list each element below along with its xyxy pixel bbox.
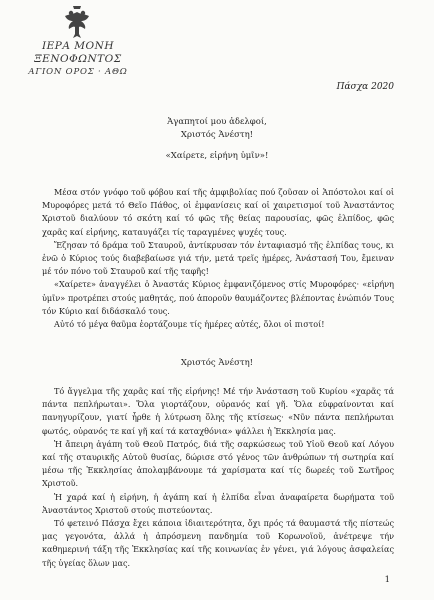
body-section-2: [42, 385, 394, 570]
paragraph: Μέσα στόν γνόφο τοῦ φόβου καί τῆς ἀμφιβολίας πού ζοῦσαν οἱ Ἀπόστολοι καί οἱ Μυροφόρες μετά τό Θεῖο Πάθος, οἱ ἐμφανίσεις καί οἱ χαιρετισμοί τοῦ Ἀναστάντος Χριστοῦ διαλύουν τό σκότη καί τό φῶς τῆς θείας παρουσίας, φῶς ἐλπίδος, φῶς χαρᾶς καί εἰρήνης, καταυγάζει τίς ταραγμένες ψυχές τους.: [42, 187, 394, 237]
paragraph: Ἡ ἄπειρη ἀγάπη τοῦ Θεοῦ Πατρός, διά τῆς σαρκώσεως τοῦ Υἱοῦ Θεοῦ καί Λόγου καί τῆς σταυρικῆς Αὐτοῦ θυσίας, δώρισε στό γένος τῶν ἀνθρώπων τή σωτηρία καί μέσω τῆς Ἐκκλησίας ἀπολαμβάνουμε τά χαρίσματα καί τίς δωρεές τοῦ Σωτῆρος Χριστοῦ.: [42, 438, 394, 489]
double-headed-eagle-icon: [63, 4, 91, 40]
paragraph: Τό ἄγγελμα τῆς χαρᾶς καί τῆς εἰρήνης! Μέ τήν Ἀνάσταση τοῦ Κυρίου «χαρᾶς τά πάντα πεπλήρωται». Ὅλα γιορτάζουν, οὐρανός καί γῆ. Ὅλα εὐφραίνονται καί πανηγυρίζουν, γιατί ἦρθε ἡ λύτρωση ὅλης τῆς κτίσεως· «Νῦν πάντα πεπλήρωται φωτός, οὐρανός τε καί γῆ καί τά καταχθόνια» ψάλλει ἡ Ἐκκλησία μας.: [42, 386, 394, 436]
section-heading: Χριστός Ἀνέστη!: [180, 358, 254, 368]
page-number: 1: [384, 575, 390, 585]
paragraph: Ἡ χαρά καί ἡ εἰρήνη, ἡ ἀγάπη καί ἡ ἐλπίδα εἶναι ἀναφαίρετα δωρήματα τοῦ Ἀναστάντος Χριστοῦ στούς πιστεύοντας.: [42, 491, 394, 515]
letterhead-title: ΙΕΡΑ ΜΟΝΗ ΞΕΝΟΦΩΝΤΟΣ: [34, 40, 122, 65]
letter-date: Πάσχα 2020: [336, 82, 394, 92]
salutation: Ἀγαπητοί μου ἀδελφοί,: [167, 117, 267, 127]
body-section-1: [42, 186, 394, 331]
paragraph: Τό φετεινό Πάσχα ἔχει κάποια ἰδιαιτερότητα, ὄχι πρός τά θαυμαστά τῆς πίστεώς μας γεγονότα, ἀλλά ἡ ἀπρόσμενη πανδημία τοῦ Κορωνοϊοῦ, ἀνέτρεψε τήν καθημερινή τάξη τῆς Ἐκκλησίας καί τῆς κοινωνίας ἐν γένει, γιά λόγους ἀσφαλείας τῆς ὑγείας ὅλων μας.: [42, 518, 394, 568]
paragraph: Ἔζησαν τό δράμα τοῦ Σταυροῦ, ἀντίκρυσαν τόν ἐνταφιασμό τῆς ἐλπίδας τους, κι ἐνῶ ὁ Κύριος τούς διαβεβαίωσε γιά τήν, μετά τρεῖς ἡμέρες, Ἀνάστασή Του, ἔμειναν μέ τόν πόνο τοῦ Σταυροῦ καί τῆς ταφῆς!: [42, 239, 394, 277]
paragraph: Αὐτό τό μέγα θαῦμα ἑορτάζουμε τίς ἡμέρες αὐτές, ὅλοι οἱ πιστοί!: [54, 319, 325, 330]
quote-greeting: «Χαίρετε, εἰρήνη ὑμῖν»!: [165, 151, 269, 161]
letterhead-subtitle: ΑΓΙΟΝ ΟΡΟΣ · ΑΘΩ: [28, 67, 128, 77]
monastery-letterhead: [22, 40, 134, 79]
easter-greeting: Χριστός Ἀνέστη!: [180, 130, 254, 140]
paragraph: «Χαίρετε» ἀναγγέλει ὁ Ἀναστάς Κύριος ἐμφανιζόμενος στίς Μυροφόρες· «εἰρήνη ὑμῖν» προτρέπει στούς μαθητάς, πού ἀποροῦν θαυμάζοντες βλέποντας ἐνώπιόν Τους τόν Κύριο καί διδάσκαλό τους.: [42, 279, 394, 316]
